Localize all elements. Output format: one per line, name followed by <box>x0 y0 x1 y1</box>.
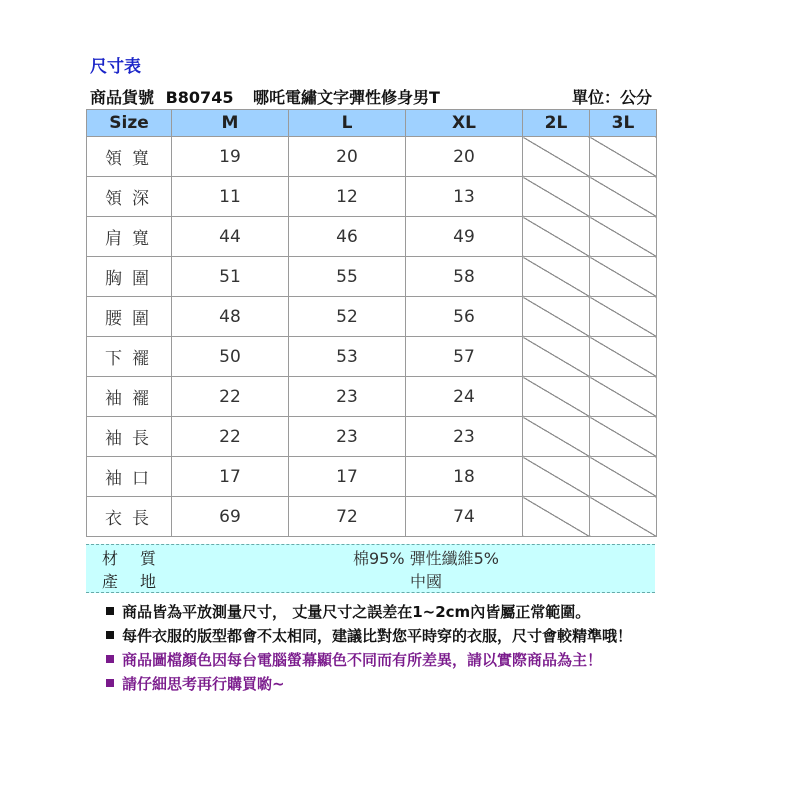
table-row <box>87 177 657 217</box>
table-row <box>87 417 657 457</box>
note-item <box>106 648 632 672</box>
cell-xl: 58 <box>406 257 523 297</box>
row-label: 衣長 <box>87 497 172 537</box>
cell-m: 22 <box>172 417 289 457</box>
row-label: 下襬 <box>87 337 172 377</box>
cell-2l-empty <box>523 257 590 297</box>
table-row <box>87 497 657 537</box>
origin-label: 產地 <box>102 572 179 591</box>
cell-l: 23 <box>289 417 406 457</box>
cell-m: 48 <box>172 297 289 337</box>
cell-3l-empty <box>590 177 657 217</box>
cell-xl: 20 <box>406 137 523 177</box>
unit-label: 單位：公分 <box>571 88 652 107</box>
cell-2l-empty <box>523 417 590 457</box>
cell-2l-empty <box>523 497 590 537</box>
cell-2l-empty <box>523 137 590 177</box>
table-row <box>87 297 657 337</box>
row-label: 袖襬 <box>87 377 172 417</box>
cell-l: 20 <box>289 137 406 177</box>
note-text: 每件衣服的版型都會不太相同，建議比對您平時穿的衣服，尺寸會較精準哦！ <box>122 627 633 645</box>
cell-m: 17 <box>172 457 289 497</box>
size-table <box>86 109 657 537</box>
cell-m: 11 <box>172 177 289 217</box>
row-label: 肩寬 <box>87 217 172 257</box>
material-value: 棉95% 彈性纖維5% <box>352 549 500 568</box>
product-name: 哪吒電繡文字彈性修身男T <box>253 88 440 107</box>
note-text: 商品皆為平放測量尺寸， 丈量尺寸之誤差在1~2cm內皆屬正常範圍。 <box>122 603 591 621</box>
table-row <box>87 137 657 177</box>
header-2l: 2L <box>523 110 590 137</box>
cell-2l-empty <box>523 377 590 417</box>
header-m: M <box>172 110 289 137</box>
row-label: 袖長 <box>87 417 172 457</box>
row-label: 腰圍 <box>87 297 172 337</box>
cell-xl: 23 <box>406 417 523 457</box>
row-label: 領寬 <box>87 137 172 177</box>
note-item <box>106 672 632 696</box>
cell-xl: 18 <box>406 457 523 497</box>
cell-m: 44 <box>172 217 289 257</box>
cell-2l-empty <box>523 457 590 497</box>
cell-xl: 56 <box>406 297 523 337</box>
cell-3l-empty <box>590 417 657 457</box>
cell-2l-empty <box>523 217 590 257</box>
cell-l: 55 <box>289 257 406 297</box>
table-row <box>87 457 657 497</box>
cell-xl: 57 <box>406 337 523 377</box>
table-row <box>87 377 657 417</box>
cell-l: 46 <box>289 217 406 257</box>
product-code: B80745 <box>165 88 234 107</box>
row-label: 袖口 <box>87 457 172 497</box>
header-xl: XL <box>406 110 523 137</box>
cell-l: 72 <box>289 497 406 537</box>
notes-list <box>106 600 632 696</box>
cell-3l-empty <box>590 257 657 297</box>
material-row <box>86 546 655 568</box>
cell-3l-empty <box>590 497 657 537</box>
cell-2l-empty <box>523 177 590 217</box>
cell-l: 53 <box>289 337 406 377</box>
cell-l: 12 <box>289 177 406 217</box>
header-l: L <box>289 110 406 137</box>
square-bullet-icon <box>106 631 114 639</box>
cell-3l-empty <box>590 217 657 257</box>
cell-2l-empty <box>523 337 590 377</box>
cell-xl: 13 <box>406 177 523 217</box>
row-label: 胸圍 <box>87 257 172 297</box>
cell-3l-empty <box>590 297 657 337</box>
chart-title: 尺寸表 <box>90 57 141 77</box>
cell-3l-empty <box>590 137 657 177</box>
cell-l: 23 <box>289 377 406 417</box>
header-3l: 3L <box>590 110 657 137</box>
size-header-row <box>87 110 657 137</box>
cell-xl: 24 <box>406 377 523 417</box>
cell-m: 69 <box>172 497 289 537</box>
cell-l: 52 <box>289 297 406 337</box>
note-text: 請仔細思考再行購買喲~ <box>122 675 285 693</box>
table-row <box>87 257 657 297</box>
material-box <box>86 544 655 593</box>
cell-m: 50 <box>172 337 289 377</box>
square-bullet-icon <box>106 679 114 687</box>
table-row <box>87 337 657 377</box>
cell-l: 17 <box>289 457 406 497</box>
product-code-label: 商品貨號 <box>90 88 155 107</box>
cell-3l-empty <box>590 337 657 377</box>
cell-xl: 49 <box>406 217 523 257</box>
material-label: 材質 <box>102 549 179 568</box>
origin-row <box>86 569 655 591</box>
note-item <box>106 624 632 648</box>
cell-3l-empty <box>590 377 657 417</box>
note-item <box>106 600 632 624</box>
note-text: 商品圖檔顏色因每台電腦螢幕顯色不同而有所差異，請以實際商品為主！ <box>122 651 603 669</box>
cell-m: 51 <box>172 257 289 297</box>
cell-xl: 74 <box>406 497 523 537</box>
square-bullet-icon <box>106 655 114 663</box>
cell-3l-empty <box>590 457 657 497</box>
cell-2l-empty <box>523 297 590 337</box>
square-bullet-icon <box>106 607 114 615</box>
table-row <box>87 217 657 257</box>
row-label: 領深 <box>87 177 172 217</box>
origin-value: 中國 <box>409 572 442 591</box>
cell-m: 22 <box>172 377 289 417</box>
product-info <box>90 85 656 108</box>
cell-m: 19 <box>172 137 289 177</box>
header-size: Size <box>87 110 172 137</box>
